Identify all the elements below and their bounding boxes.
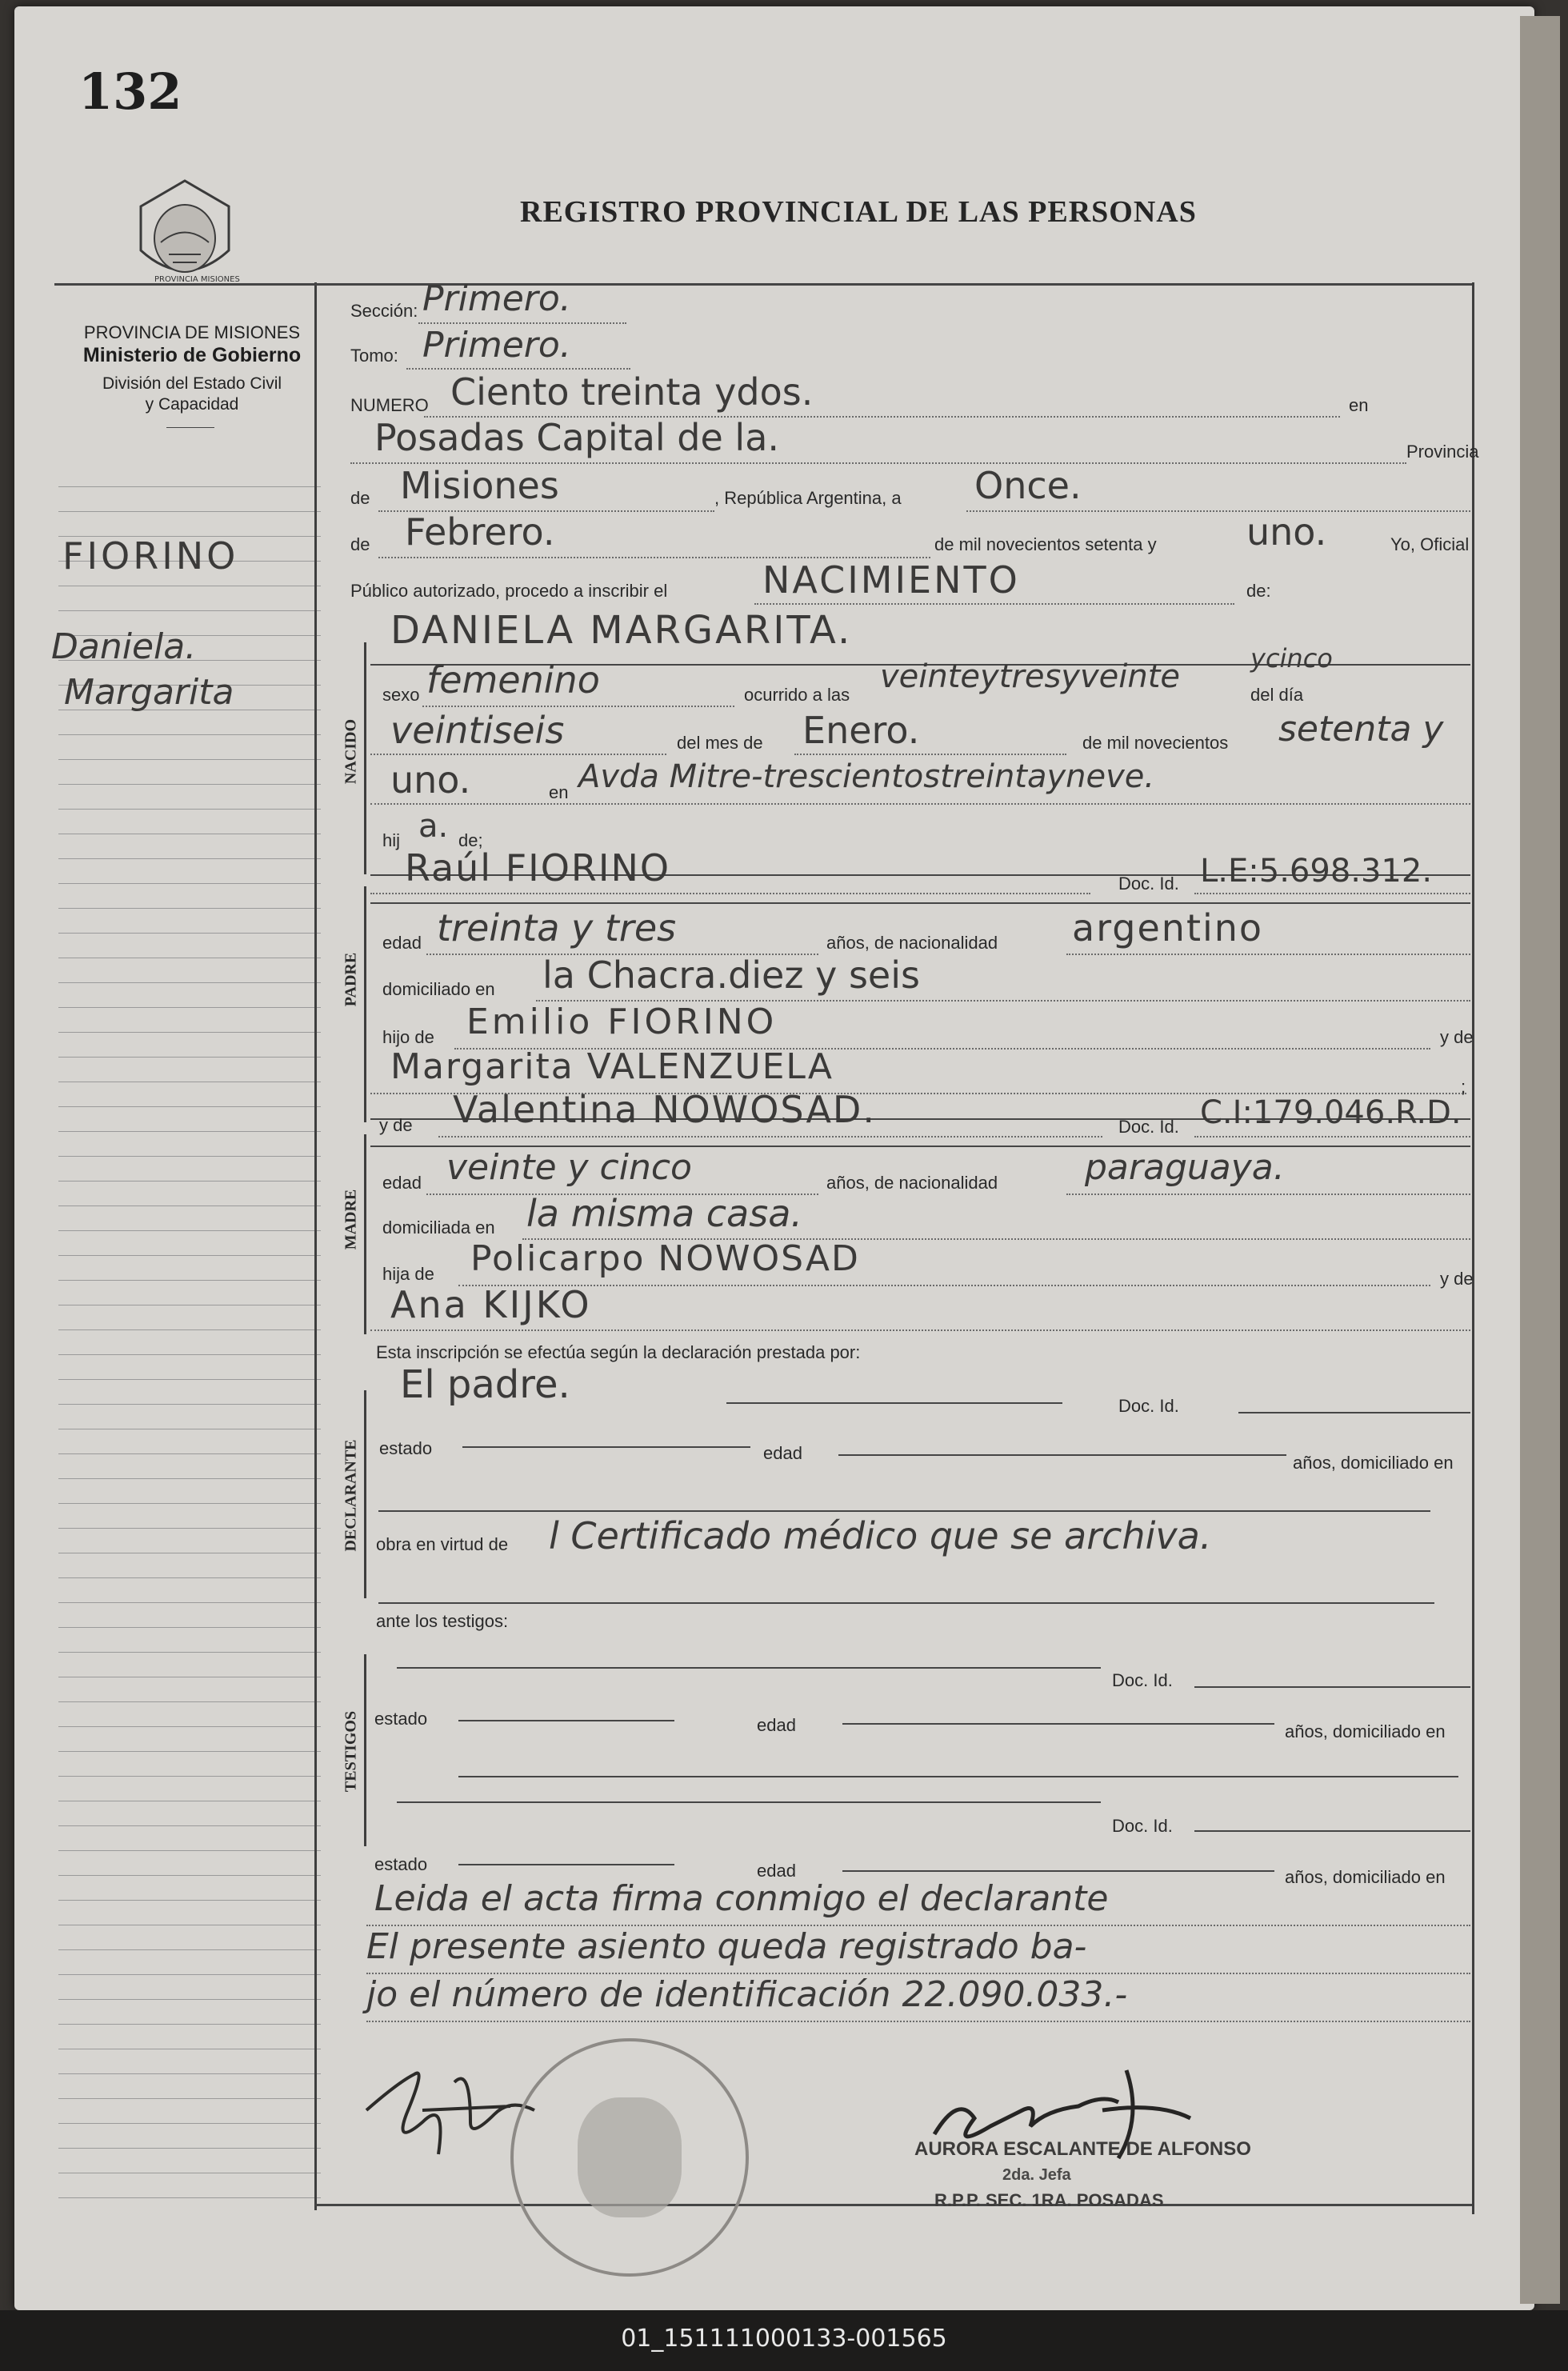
madre-label: MADRE bbox=[342, 1189, 360, 1250]
title: REGISTRO PROVINCIAL DE LAS PERSONAS bbox=[520, 195, 1197, 229]
del-dia-label: del día bbox=[1250, 685, 1304, 705]
padre-doc-value: L.E:5.698.312. bbox=[1200, 853, 1433, 890]
numero-value: Ciento treinta ydos. bbox=[450, 370, 814, 414]
seccion-line bbox=[418, 322, 626, 324]
margin-rule bbox=[58, 1875, 321, 1876]
tomo-line bbox=[406, 368, 630, 370]
margin-name-2: Margarita bbox=[64, 672, 234, 713]
margin-rule bbox=[58, 1825, 321, 1826]
padre-hijo-value: Emilio FIORINO bbox=[466, 1002, 778, 1042]
padre-dom-label: domiciliado en bbox=[382, 979, 495, 999]
inscripcion-label: Esta inscripción se efectúa según la declaración prestada por: bbox=[376, 1342, 861, 1362]
margin-rule bbox=[58, 1652, 321, 1653]
republica-label: , República Argentina, a bbox=[714, 488, 902, 508]
registry-seal-stamp bbox=[510, 2038, 749, 2277]
madre-y-de-label: y de bbox=[379, 1115, 413, 1135]
division-label-2: y Capacidad bbox=[145, 395, 239, 414]
officer-title-stamp: 2da. Jefa bbox=[1002, 2166, 1071, 2184]
nombre-value: DANIELA MARGARITA. bbox=[390, 608, 853, 653]
de-colon-label: de: bbox=[1246, 581, 1271, 601]
declarante-doc-label: Doc. Id. bbox=[1118, 1396, 1179, 1416]
mil-setenta-label: de mil novecientos setenta y bbox=[934, 534, 1157, 554]
margin-rule bbox=[58, 1181, 321, 1182]
page-number: 132 bbox=[78, 62, 182, 121]
margin-rule bbox=[58, 1205, 321, 1206]
padre-doc-line bbox=[1194, 893, 1470, 894]
madre-doc-line bbox=[1194, 1136, 1470, 1138]
sexo-line bbox=[422, 706, 734, 707]
madre-edad-value: veinte y cinco bbox=[446, 1147, 692, 1188]
margin-rule bbox=[58, 883, 321, 884]
next-page-edge bbox=[1520, 16, 1560, 2304]
anio-nac-value-2: uno. bbox=[390, 758, 471, 802]
madre-nac-line bbox=[1066, 1193, 1470, 1195]
footer-filename: 01_151111000133-001565 bbox=[621, 2325, 947, 2353]
provincia-label: Provincia bbox=[1406, 442, 1479, 462]
testigos-label: TESTIGOS bbox=[342, 1710, 360, 1793]
testigo2-estado-line bbox=[458, 1864, 674, 1865]
padre-nac-label: años, de nacionalidad bbox=[826, 933, 998, 953]
margin-rule bbox=[58, 1949, 321, 1950]
tomo-label: Tomo: bbox=[350, 346, 398, 366]
margin-rule bbox=[58, 1007, 321, 1008]
document-page bbox=[14, 6, 1534, 2310]
mes-value: Febrero. bbox=[405, 510, 555, 554]
mil-novecientos-label: de mil novecientos bbox=[1082, 733, 1229, 753]
hij-label: hij bbox=[382, 830, 401, 850]
dia-nac-value: veintiseis bbox=[390, 709, 565, 752]
padre-nombre-line bbox=[370, 893, 1090, 894]
testigo2-estado-label: estado bbox=[374, 1854, 428, 1874]
declarante-label: DECLARANTE bbox=[342, 1439, 360, 1552]
de-label-1: de bbox=[350, 488, 370, 508]
nacido-label: NACIDO bbox=[342, 718, 360, 785]
margin-rule bbox=[58, 1255, 321, 1256]
padre-semicolon: ; bbox=[1461, 1077, 1466, 1097]
mes-nac-value: Enero. bbox=[802, 709, 920, 752]
madre-dom-label: domiciliada en bbox=[382, 1217, 495, 1237]
main-frame-right bbox=[1472, 282, 1474, 2214]
padre-dom-value: la Chacra.diez y seis bbox=[542, 954, 920, 997]
del-mes-label: del mes de bbox=[677, 733, 763, 753]
margin-rule bbox=[58, 1528, 321, 1529]
testigo1-edad-label: edad bbox=[757, 1715, 796, 1735]
margin-rule bbox=[58, 1057, 321, 1058]
margin-rule bbox=[58, 1032, 321, 1033]
madre-nac-value: paraguaya. bbox=[1085, 1147, 1285, 1188]
margin-surname: FIORINO bbox=[62, 534, 239, 578]
margin-rule bbox=[58, 1478, 321, 1479]
domicilio-nac-value: Avda Mitre-trescientostreintayneve. bbox=[578, 758, 1155, 795]
numero-label: NUMERO bbox=[350, 395, 429, 415]
padre-nombre-value: Raúl FIORINO bbox=[405, 846, 671, 890]
margin-rule bbox=[58, 784, 321, 785]
closing-note-2: El presente asiento queda registrado ba- bbox=[366, 1926, 1087, 1967]
obra-line bbox=[378, 1602, 1434, 1604]
testigo1-anos-label: años, domiciliado en bbox=[1285, 1721, 1446, 1741]
madre-dom-value: la misma casa. bbox=[526, 1192, 803, 1235]
testigo2-edad-line bbox=[842, 1870, 1274, 1872]
margin-rule bbox=[58, 933, 321, 934]
declarante-doc-line bbox=[1238, 1412, 1470, 1413]
declarante-edad-label: edad bbox=[763, 1443, 802, 1463]
margin-rule bbox=[58, 2098, 321, 2099]
margin-rule bbox=[58, 1230, 321, 1231]
margin-rule bbox=[58, 2123, 321, 2124]
main-frame-bottom bbox=[315, 2204, 1472, 2206]
testigo1-doc-label: Doc. Id. bbox=[1112, 1670, 1173, 1690]
testigo1-doc-line bbox=[1194, 1686, 1470, 1688]
margin-rule bbox=[58, 1354, 321, 1355]
main-frame-top bbox=[54, 283, 1472, 286]
margin-rule bbox=[58, 2024, 321, 2025]
declarante-edad-line bbox=[838, 1454, 1286, 1456]
madre-madre-value: Ana KIJKO bbox=[390, 1283, 592, 1326]
dia-nac-line bbox=[370, 754, 666, 755]
margin-rule bbox=[58, 1379, 321, 1380]
acto-line bbox=[754, 603, 1234, 605]
madre-hija-label: hija de bbox=[382, 1264, 434, 1284]
margin-rule bbox=[58, 1156, 321, 1157]
margin-rule bbox=[58, 1999, 321, 2000]
ante-label: ante los testigos: bbox=[376, 1611, 509, 1631]
lugar-value: Posadas Capital de la. bbox=[374, 416, 779, 459]
hora-value: veinteytresyveinte bbox=[880, 658, 1180, 695]
margin-rule bbox=[58, 610, 321, 611]
testigo2-anos-label: años, domiciliado en bbox=[1285, 1867, 1446, 1887]
anio-nac-value-1: setenta y bbox=[1278, 709, 1444, 750]
nacido-bracket bbox=[364, 642, 366, 874]
margin-rule bbox=[58, 2073, 321, 2074]
padre-hijo-label: hijo de bbox=[382, 1027, 434, 1047]
testigo1-dom-line bbox=[458, 1776, 1458, 1777]
madre-nombre-value: Valentina NOWOSAD. bbox=[453, 1088, 876, 1131]
madre-madre-line bbox=[370, 1329, 1470, 1331]
yo-oficial-label: Yo, Oficial bbox=[1390, 534, 1470, 554]
declarante-estado-label: estado bbox=[379, 1438, 433, 1458]
margin-rule bbox=[58, 1131, 321, 1132]
margin-rule bbox=[58, 1453, 321, 1454]
seccion-value: Primero. bbox=[422, 278, 571, 319]
testigo2-name-line bbox=[397, 1801, 1101, 1803]
closing-note-1: Leida el acta firma conmigo el declarante bbox=[374, 1878, 1109, 1919]
testigo2-doc-label: Doc. Id. bbox=[1112, 1816, 1173, 1836]
margin-rule bbox=[58, 759, 321, 760]
provincia-value: Misiones bbox=[400, 464, 559, 507]
margin-rule bbox=[58, 858, 321, 859]
anio-value: uno. bbox=[1246, 510, 1327, 554]
margin-rule bbox=[58, 1280, 321, 1281]
declarante-name-line bbox=[726, 1402, 1062, 1404]
padre-nac-line bbox=[1066, 954, 1470, 955]
madre-doc-label: Doc. Id. bbox=[1118, 1117, 1179, 1137]
margin-rule bbox=[58, 2197, 321, 2198]
madre-doc-value: C.I:179.046.R.D. bbox=[1200, 1094, 1462, 1131]
margin-rule bbox=[58, 982, 321, 983]
padre-bracket bbox=[364, 886, 366, 1122]
margin-rule bbox=[58, 1974, 321, 1975]
padre-edad-label: edad bbox=[382, 933, 422, 953]
margin-rule bbox=[58, 511, 321, 512]
margin-rule bbox=[58, 1106, 321, 1107]
margin-rule bbox=[58, 1503, 321, 1504]
padre-label: PADRE bbox=[342, 952, 360, 1007]
mes-nac-line bbox=[794, 754, 1066, 755]
en-label-2: en bbox=[549, 782, 569, 802]
margin-rule bbox=[58, 1404, 321, 1405]
padre-nac-value: argentino bbox=[1072, 906, 1264, 950]
margin-rule bbox=[58, 1329, 321, 1330]
closing-note-3: jo el número de identificación 22.090.033.- bbox=[366, 1974, 1128, 2015]
padre-y-de-label: y de bbox=[1440, 1027, 1474, 1047]
seal-caption: PROVINCIA MISIONES bbox=[154, 275, 240, 284]
dia-line bbox=[966, 510, 1470, 512]
ocurrido-label: ocurrido a las bbox=[744, 685, 850, 705]
margin-rule bbox=[58, 1776, 321, 1777]
seccion-label: Sección: bbox=[350, 301, 418, 321]
officer-name-stamp: AURORA ESCALANTE DE ALFONSO bbox=[914, 2138, 1251, 2160]
publico-label: Público autorizado, procedo a inscribir el bbox=[350, 581, 668, 601]
closing-line-3 bbox=[366, 2021, 1470, 2022]
sexo-label: sexo bbox=[382, 685, 420, 705]
margin-rule bbox=[58, 1701, 321, 1702]
margin-rule bbox=[58, 734, 321, 735]
margin-rule bbox=[58, 1726, 321, 1727]
testigo1-estado-line bbox=[458, 1720, 674, 1721]
header-rule bbox=[166, 427, 214, 428]
hij-suffix-value: a. bbox=[418, 808, 449, 845]
testigo2-doc-line bbox=[1194, 1830, 1470, 1832]
padre-madre-value: Margarita VALENZUELA bbox=[390, 1046, 834, 1087]
declarante-dom-line bbox=[378, 1510, 1430, 1512]
tomo-value: Primero. bbox=[422, 325, 571, 366]
margin-rule bbox=[58, 2148, 321, 2149]
madre-bracket bbox=[364, 1134, 366, 1334]
margin-rule bbox=[58, 1577, 321, 1578]
sexo-value: femenino bbox=[426, 658, 600, 702]
hij-de-label: de; bbox=[458, 830, 483, 850]
madre-edad-label: edad bbox=[382, 1173, 422, 1193]
testigo1-name-line bbox=[397, 1667, 1101, 1669]
domicilio-nac-line bbox=[370, 803, 1470, 805]
margin-rule bbox=[58, 1850, 321, 1851]
ministry-label: Ministerio de Gobierno bbox=[82, 344, 302, 366]
madre-hija-value: Policarpo NOWOSAD bbox=[470, 1238, 860, 1279]
madre-hija-line bbox=[458, 1285, 1430, 1286]
testigo2-edad-label: edad bbox=[757, 1861, 796, 1881]
margin-name-1: Daniela. bbox=[51, 626, 197, 667]
margin-rule bbox=[58, 1900, 321, 1901]
en-label: en bbox=[1349, 395, 1369, 415]
dia-value: Once. bbox=[974, 464, 1082, 507]
padre-top-rule bbox=[370, 902, 1470, 904]
acto-value: NACIMIENTO bbox=[762, 558, 1020, 602]
hora-sup-value: ycinco bbox=[1250, 643, 1333, 674]
declarante-value: El padre. bbox=[400, 1362, 570, 1407]
margin-rule bbox=[58, 1627, 321, 1628]
footer-bar bbox=[0, 2310, 1568, 2371]
margin-rule bbox=[58, 486, 321, 487]
declarante-estado-line bbox=[462, 1446, 750, 1448]
testigos-bracket bbox=[364, 1654, 366, 1846]
main-frame-left bbox=[314, 282, 317, 2210]
declarante-bracket bbox=[364, 1390, 366, 1598]
madre-y-de-label-2: y de bbox=[1440, 1269, 1474, 1289]
madre-nac-label: años, de nacionalidad bbox=[826, 1173, 998, 1193]
officer-office-stamp: R.P.P. SEC. 1RA. POSADAS bbox=[934, 2190, 1164, 2210]
margin-rule bbox=[58, 908, 321, 909]
padre-edad-value: treinta y tres bbox=[437, 906, 677, 950]
madre-nombre-line bbox=[438, 1136, 1102, 1138]
margin-rule bbox=[58, 1602, 321, 1603]
margin-rule bbox=[58, 809, 321, 810]
margin-rule bbox=[58, 1751, 321, 1752]
obra-label: obra en virtud de bbox=[376, 1534, 509, 1554]
testigo1-edad-line bbox=[842, 1723, 1274, 1725]
de-label-2: de bbox=[350, 534, 370, 554]
testigo1-estado-label: estado bbox=[374, 1709, 428, 1729]
province-label: PROVINCIA DE MISIONES bbox=[83, 322, 301, 342]
padre-doc-label: Doc. Id. bbox=[1118, 874, 1179, 894]
obra-value: l Certificado médico que se archiva. bbox=[549, 1514, 1212, 1557]
division-label: División del Estado Civil bbox=[102, 374, 282, 393]
declarante-anos-label: años, domiciliado en bbox=[1293, 1453, 1454, 1473]
